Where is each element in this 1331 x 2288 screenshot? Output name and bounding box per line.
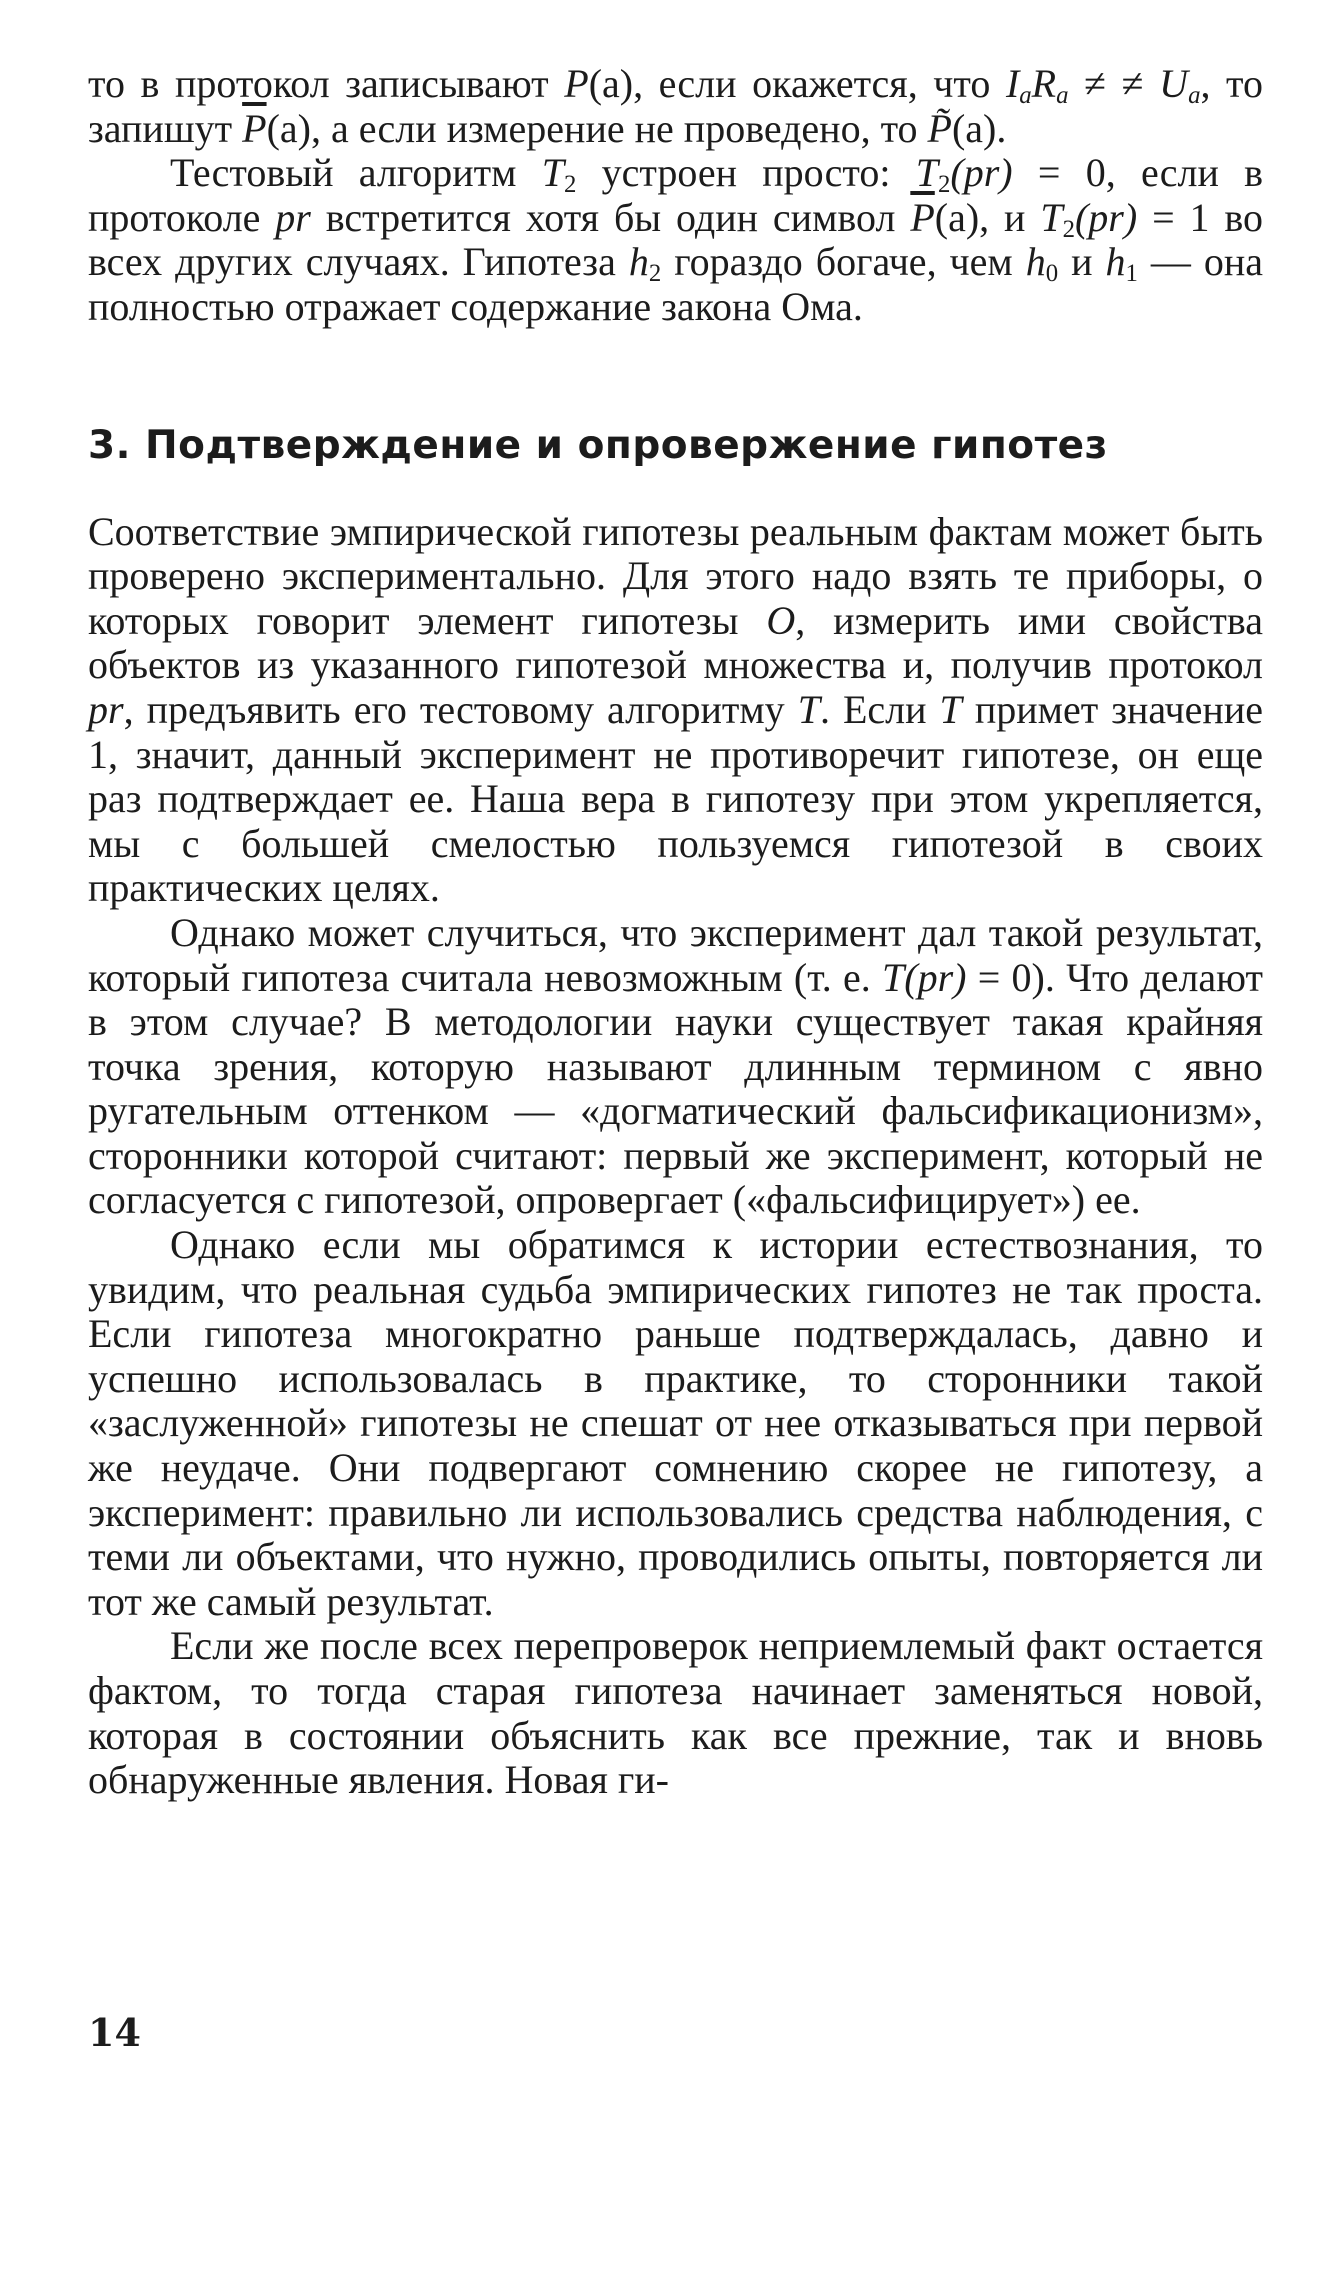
section-heading: 3. Подтверждение и опровержение гипотез — [88, 422, 1108, 468]
paragraph-5: Однако если мы обратимся к истории естествознания, то увидим, что реальная судьба эмпирических гипотез не так проста. Если гипотеза многократно раньше подтверждалась, давно и успешно использовалась в практике, то сторонники такой «заслуженной» гипотезы не спешат от нее отказываться при первой же неудаче. Они подвергают сомнению скорее не гипотезу, а эксперимент: правильно ли использовались средства наблюдения, с теми ли объектами, что нужно, проводились опыты, повторяется ли тот же самый результат. — [88, 1222, 1263, 1624]
paragraph-4: Однако может случиться, что эксперимент дал такой результат, который гипотеза считала невозможным (т. е. T(pr) = 0). Что делают в этом случае? В методологии науки существует такая крайняя точка зрения, которую называют длинным термином с явно ругательным оттенком — «догматический фальсификационизм», сторонники которой считают: первый же эксперимент, который не согласуется с гипотезой, опровергает («фальсифицирует») ее. — [88, 909, 1264, 1223]
paragraph-3: Соответствие эмпирической гипотезы реальным фактам может быть проверено экспериментально. Для этого надо взять те приборы, о которых говорит элемент гипотезы O, измерить ими свойства объектов из указанного гипотезой множества и, получив протокол pr, предъявить его тестовому алгоритму T. Если T примет значение 1, значит, данный эксперимент не противоречит гипотезе, он еще раз подтверждает ее. Наша вера в гипотезу при этом укрепляется, мы с большей смелостью пользуемся гипотезой в своих практических целях. — [88, 508, 1263, 911]
page-content — [88, 62, 1263, 1803]
page-number: 14 — [88, 2010, 141, 2055]
paragraph-1: то в протокол записывают P(a), если окажется, что $I_aR_a$ ≠ ≠ $U_a$, то запишут $\overline{P}(a)$, а если измерение не проведено, то P̃(a). — [88, 61, 1264, 151]
paragraph-2: Тестовый алгоритм $T_2$ устроен просто: $T_2(pr) = 0$, если в протоколе pr встретится хотя бы один символ $\overline{P}(a)$, и $T_2(pr) = 1$ во всех других случаях. Гипотеза $h_2$ гораздо богаче, чем $h_0$ и $h_1$ — она полностью отражает содержание закона Ома. — [88, 150, 1264, 329]
paragraph-6: Если же после всех перепроверок неприемлемый факт остается фактом, то тогда старая гипотеза начинает заменяться новой, которая в состоянии объяснить как все прежние, так и вновь обнаруженные явления. Новая ги- — [88, 1623, 1263, 1803]
